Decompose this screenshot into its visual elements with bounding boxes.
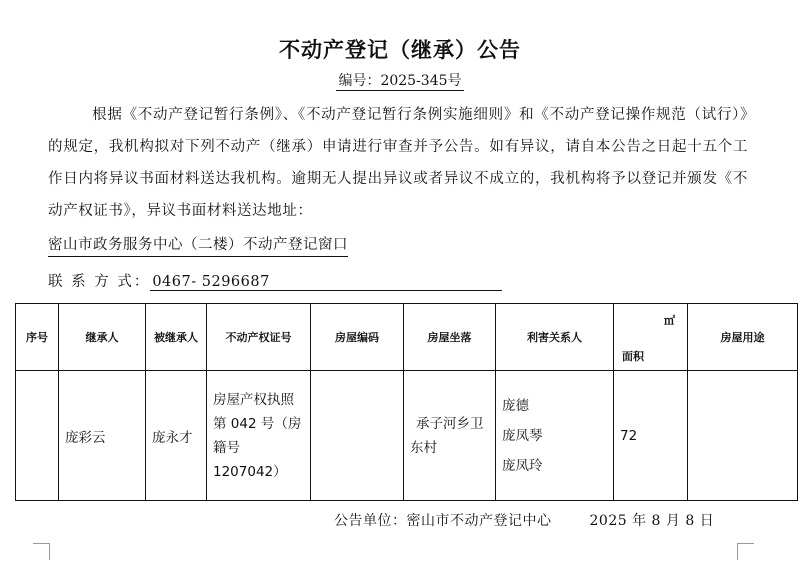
cell-usage [688, 371, 798, 501]
table-row [16, 371, 798, 501]
cell-heir: 庞彩云 [59, 371, 146, 501]
header-decedent: 被继承人 [146, 304, 207, 371]
cell-area: 72 [614, 371, 688, 501]
header-cert: 不动产权证号 [207, 304, 311, 371]
cell-location: 承子河乡卫 东村 [404, 371, 496, 501]
issuer: 公告单位：密山市不动产登记中心 [334, 513, 552, 529]
header-heir: 继承人 [59, 304, 146, 371]
contact-phone: 0467- 5296687 [150, 274, 502, 291]
registration-table [15, 303, 798, 501]
submission-address: 密山市政务服务中心（二楼）不动产登记窗口 [48, 233, 348, 257]
contact-line [48, 270, 502, 291]
notice-paragraph: 根据《不动产登记暂行条例》、《不动产登记暂行条例实施细则》和《不动产登记操作规范（试行）》的规定，我机构拟对下列不动产（继承）申请进行审查并予公告。如有异议，请自本公告之日起十五个工作日内将异议书面材料送达我机构。逾期无人提出异议或者异议不成立的，我机构将予以登记并颁发《不动产权证书》，异议书面材料送达地址： [48, 107, 748, 219]
footer [334, 510, 714, 530]
header-parties: 利害关系人 [496, 304, 614, 371]
cell-seq [16, 371, 59, 501]
crop-mark-right [737, 543, 754, 560]
contact-label: 联 系 方 式： [48, 274, 151, 290]
header-seq: 序号 [16, 304, 59, 371]
header-area [614, 304, 688, 371]
crop-mark-left [33, 543, 50, 560]
header-house-no: 房屋编码 [311, 304, 404, 371]
cell-cert: 房屋产权执照 第 042 号（房 籍号 1207042） [207, 371, 311, 501]
area-unit: ㎡ [664, 314, 675, 327]
area-label: 面积 [622, 350, 644, 363]
issue-date: 2025 年 8 月 8 日 [589, 513, 715, 529]
document-number: 编号：2025-345号 [338, 73, 462, 89]
cell-decedent: 庞永才 [146, 371, 207, 501]
cell-house-no [311, 371, 404, 501]
header-location: 房屋坐落 [404, 304, 496, 371]
document-title: 不动产登记（继承）公告 [279, 38, 521, 62]
header-usage: 房屋用途 [688, 304, 798, 371]
table-header-row [16, 304, 798, 371]
cell-parties: 庞德 庞凤琴 庞凤玲 [496, 371, 614, 501]
